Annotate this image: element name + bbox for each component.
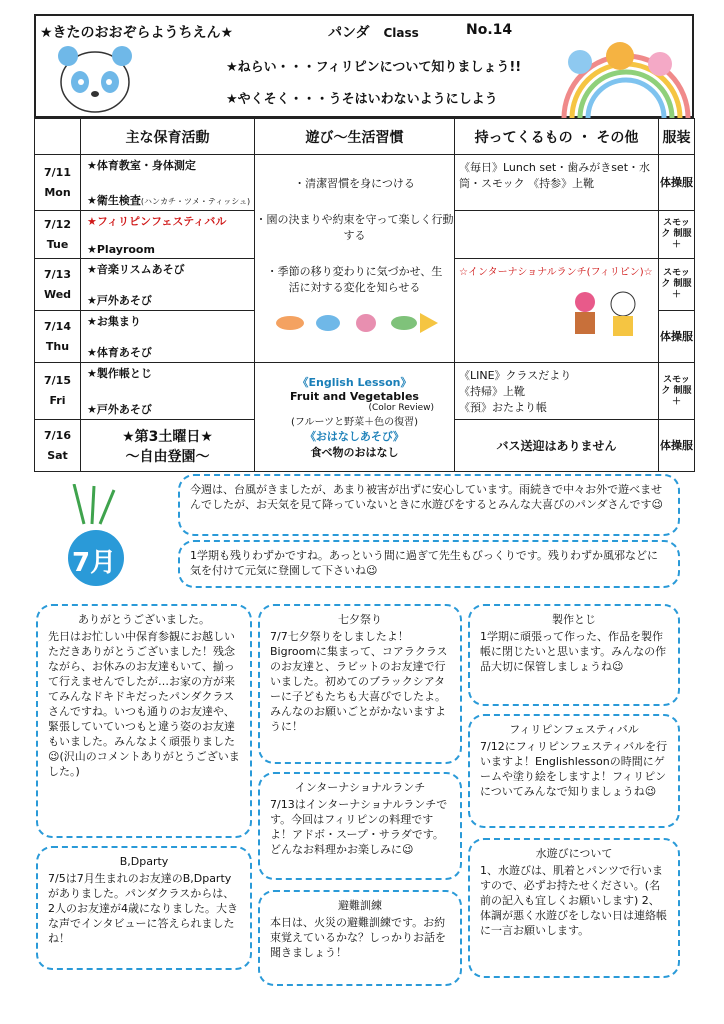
- note-thanks: ありがとうございました。 先日はお忙しい中保育参観にお越しいただきありがとうございました！残念ながら、お休みのお友達もいて、揃って行えませんでしたが…お家の方が来てみんなドキドキだったパンダクラスさんですね。いつも通りのお友達や、緊張していていつもと違う姿のお友達もいました。みんなよく頑張りました😉(沢山のコメントありがとうございました。): [36, 604, 252, 838]
- note-drill: 避難訓練 本日は、火災の避難訓練です。お約束覚えているかな？しっかりお話を聞きましょう！: [258, 890, 462, 986]
- uniform-cell: スモック 制服＋: [659, 259, 695, 311]
- uniform-cell: 体操服: [659, 420, 695, 472]
- bring-mon: 《毎日》Lunch set・歯みがきset・水筒・スモック 《持参》上靴: [455, 155, 659, 211]
- weekly-schedule: [34, 118, 695, 472]
- promise: ★やくそく・・・うそはいわないようにしよう: [226, 92, 498, 107]
- class-name: パンダ: [328, 25, 370, 41]
- panda-illustration: [56, 44, 134, 114]
- col-bring: 持ってくるもの ・ その他: [455, 119, 659, 155]
- activity-cell: ★音楽リスムあそび ★戸外あそび: [81, 259, 255, 311]
- day-cell: 7/11 Mon: [35, 155, 81, 211]
- aim: ★ねらい・・・フィリピンについて知りましょう!!: [226, 60, 522, 75]
- school-name: ★きたのおおぞらようちえん★: [40, 25, 234, 41]
- issue-number: No.14: [466, 22, 513, 38]
- day-cell: 7/16 Sat: [35, 420, 81, 472]
- activity-cell: ★お集まり ★体育あそび: [81, 311, 255, 363]
- lessons: 《English Lesson》 Fruit and Vegetables (Color Review) (フルーツと野菜＋色の復習) 《おはなしあそび》 食べ物のおはなし: [255, 363, 455, 472]
- note-seisaku: 製作とじ 1学期に頑張って作った、作品を製作帳に閉じたいと思います。みんなの作品大切に保管しましょうね😉: [468, 604, 680, 706]
- animals-rainbow-illustration: [556, 34, 694, 118]
- activity-cell: ★体育教室・身体測定 ★衛生検査(ハンカチ・ツメ・ティッシュ): [81, 155, 255, 211]
- bring-wed: ☆インターナショナルランチ(フィリピン)☆: [455, 259, 659, 363]
- sea-creatures-illustration: [270, 309, 440, 337]
- class-title: [328, 22, 419, 42]
- col-activities: 主な保育活動: [81, 119, 255, 155]
- day-cell: 7/14 Thu: [35, 311, 81, 363]
- class-label: Class: [383, 26, 419, 40]
- activity-cell: ★第3土曜日★ ～自由登園～: [81, 420, 255, 472]
- col-uniform: 服装: [659, 119, 695, 155]
- watering-girl-illustration: [569, 286, 649, 342]
- day-cell: 7/15 Fri: [35, 363, 81, 420]
- note-bdparty: B,Dparty 7/5は7月生まれのお友達のB,Dpartyがありました。パンダクラスからは、2人のお友達が4歳になりました。大きな声でインタビューに答えられましたね！: [36, 846, 252, 970]
- bring-sat: バス送迎はありません: [455, 420, 659, 472]
- note-weekly: 今週は、台風がきましたが、あまり被害が出ずに安心しています。雨続きで中々お外で遊べませんでしたが、お天気を見て降っていないときに水遊びをするとみんな大喜びのパンダさんです😉: [178, 474, 680, 536]
- play-habits: ・清潔習慣を身につける ・園の決まりや約束を守って楽しく行動する ・季節の移り変わりに気づかせ、生活に対する変化を知らせる: [255, 155, 455, 363]
- day-cell: 7/12 Tue: [35, 211, 81, 259]
- july-badge: [44, 484, 144, 588]
- day-cell: 7/13 Wed: [35, 259, 81, 311]
- activity-cell: ★フィリピンフェスティバル ★Playroom: [81, 211, 255, 259]
- note-water: 水遊びについて 1、水遊びは、肌着とパンツで行いますので、必ずお持たせください。(名前の記入も宜しくお願いします) 2、体調が悪く水遊びをしない日は連絡帳に一言お願いします。: [468, 838, 680, 978]
- note-tanabata: 七夕祭り 7/7七夕祭りをしましたよ！Bigroomに集まって、コアラクラスのお友達と、ラビットのお友達で行いました。初めてのブラックシアターに子どもたちも大喜びでしたよ。みんなのお願いごとがかないますように！: [258, 604, 462, 764]
- uniform-cell: スモック 制服＋: [659, 211, 695, 259]
- note-lunch: インターナショナルランチ 7/13はインターナショナルランチです。今回はフィリピンの料理ですよ！アドボ・スープ・サラダです。どんなお料理かお楽しみに😉: [258, 772, 462, 880]
- col-play: 遊び～生活習慣: [255, 119, 455, 155]
- activity-cell: ★製作帳とじ ★戸外あそび: [81, 363, 255, 420]
- month-label: 7月: [72, 548, 117, 578]
- uniform-cell: 体操服: [659, 311, 695, 363]
- note-term: 1学期も残りわずかですね。あっという間に過ぎて先生もびっくりです。残りわずか風邪などに気を付けて元気に登園して下さいね😉: [178, 540, 680, 588]
- note-festival: フィリピンフェスティバル 7/12にフィリピンフェスティバルを行いますよ！Englishlessonの時間にゲームや塗り絵をしますよ！フィリピンについてみんなで知りましょうね😉: [468, 714, 680, 828]
- uniform-cell: 体操服: [659, 155, 695, 211]
- header: [34, 14, 694, 118]
- uniform-cell: スモック 制服＋: [659, 363, 695, 420]
- bring-fri: 《LINE》クラスだより 《持帰》上靴 《預》おたより帳: [455, 363, 659, 420]
